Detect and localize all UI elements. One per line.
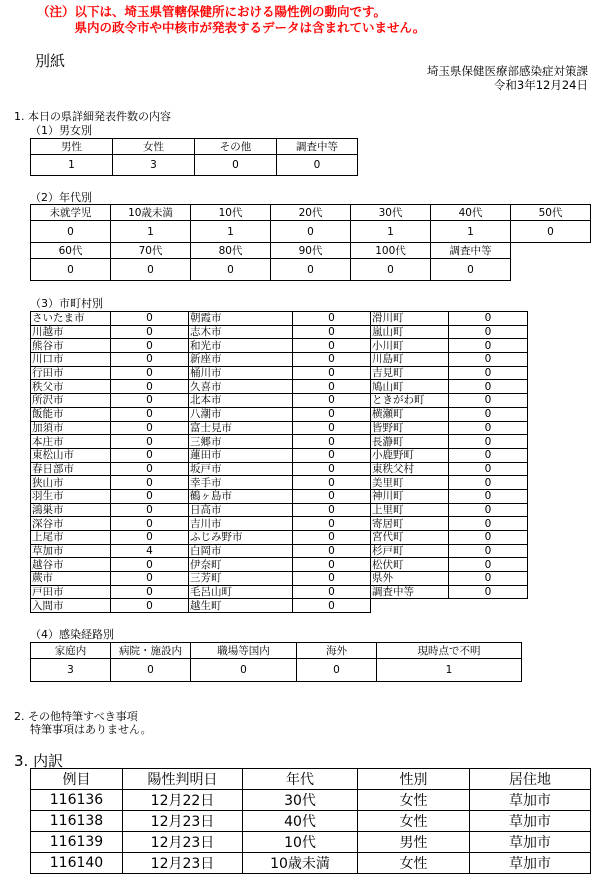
municipality-count: 0 [449,531,528,545]
value-cell: 1 [31,155,113,176]
municipality-count: 0 [449,462,528,476]
municipality-count: 0 [111,476,189,490]
header-cell: 調査中等 [431,243,511,259]
municipality-count: 0 [111,585,189,599]
municipality-name: 川島町 [371,353,449,367]
breakdown-cell: 女性 [358,790,470,811]
municipality-count: 0 [293,366,371,380]
header-cell: 20代 [271,205,351,221]
table-row [31,243,591,259]
value-cell: 0 [195,155,277,176]
municipality-count: 0 [293,380,371,394]
table-row [31,572,528,586]
header-cell: 職場等国内 [191,643,297,659]
issuer-name: 埼玉県保健医療部感染症対策課 [427,64,588,78]
municipality-count: 0 [111,325,189,339]
table-row [31,448,528,462]
municipality-count: 0 [293,448,371,462]
value-cell: 1 [431,221,511,243]
municipality-name: 羽生市 [31,489,111,503]
breakdown-cell: 12月23日 [123,811,243,832]
municipality-name: 美里町 [371,476,449,490]
header-cell: 年代 [243,769,358,790]
breakdown-table [30,768,591,874]
municipality-name: 志木市 [189,325,293,339]
municipality-name: 春日部市 [31,462,111,476]
municipality-name: 東秩父村 [371,462,449,476]
table-row [31,155,358,176]
breakdown-cell: 草加市 [470,811,591,832]
municipality-count: 0 [449,339,528,353]
header-cell: 未就学児 [31,205,111,221]
municipality-name: 日高市 [189,503,293,517]
municipality-name: 飯能市 [31,407,111,421]
age-table [30,204,591,281]
municipality-count: 0 [111,421,189,435]
municipality-count: 0 [293,544,371,558]
breakdown-cell: 12月22日 [123,790,243,811]
municipality-count: 0 [293,558,371,572]
header-cell: 調査中等 [277,139,358,155]
municipality-name: ふじみ野市 [189,531,293,545]
municipality-name: 吉川市 [189,517,293,531]
table-row [31,325,528,339]
municipality-name: 和光市 [189,339,293,353]
municipality-name: 嵐山町 [371,325,449,339]
document-title: 別紙 [35,52,66,70]
table-row [31,853,591,874]
table-row [31,811,591,832]
municipality-name: 加須市 [31,421,111,435]
value-cell: 0 [511,221,591,243]
table-row [31,489,528,503]
value-cell: 1 [351,221,431,243]
municipality-count: 0 [293,462,371,476]
header-cell: 10代 [191,205,271,221]
municipality-count: 0 [449,572,528,586]
municipality-count: 0 [111,503,189,517]
municipality-name: 東松山市 [31,448,111,462]
value-cell: 1 [191,221,271,243]
municipality-count: 0 [449,312,528,326]
breakdown-cell: 草加市 [470,832,591,853]
municipality-name: 蕨市 [31,572,111,586]
municipality-name: 秩父市 [31,380,111,394]
header-cell: 90代 [271,243,351,259]
value-cell: 0 [111,259,191,281]
municipality-name: 調査中等 [371,585,449,599]
municipality-name: 松伏町 [371,558,449,572]
municipality-count: 0 [449,517,528,531]
municipality-count: 0 [449,366,528,380]
municipality-count: 0 [449,489,528,503]
breakdown-cell: 116139 [31,832,123,853]
empty-cell [371,599,449,613]
municipality-count: 0 [449,421,528,435]
municipality-count: 0 [449,503,528,517]
header-cell: 現時点で不明 [377,643,522,659]
notice-line-1: （注）以下は、埼玉県管轄保健所における陽性例の動向です。 [37,4,387,19]
header-cell: 性別 [358,769,470,790]
municipality-name: 宮代町 [371,531,449,545]
breakdown-cell: 草加市 [470,853,591,874]
municipality-name: ときがわ町 [371,394,449,408]
header-cell: 居住地 [470,769,591,790]
municipality-name: 坂戸市 [189,462,293,476]
municipality-count: 0 [293,353,371,367]
municipality-count: 0 [111,558,189,572]
municipality-name: 行田市 [31,366,111,380]
municipality-name: 入間市 [31,599,111,613]
municipality-name: 狭山市 [31,476,111,490]
breakdown-cell: 40代 [243,811,358,832]
municipality-name: 小鹿野町 [371,448,449,462]
municipality-count: 0 [111,435,189,449]
breakdown-cell: 116138 [31,811,123,832]
breakdown-cell: 男性 [358,832,470,853]
value-cell: 0 [271,221,351,243]
municipality-count: 0 [449,380,528,394]
municipality-count: 0 [111,407,189,421]
table-row [31,312,528,326]
table-row [31,221,591,243]
municipality-name: 滑川町 [371,312,449,326]
notice-line-2: 県内の政令市や中核市が発表するデータは含まれていません。 [37,20,426,35]
municipality-name: 杉戸町 [371,544,449,558]
value-cell: 3 [113,155,195,176]
municipality-count: 0 [111,394,189,408]
municipality-name: 越谷市 [31,558,111,572]
municipality-name: 寄居町 [371,517,449,531]
municipality-count: 0 [293,407,371,421]
municipality-name: 県外 [371,572,449,586]
municipality-count: 0 [111,489,189,503]
municipality-name: 神川町 [371,489,449,503]
municipality-count: 0 [111,599,189,613]
municipality-count: 0 [293,517,371,531]
municipality-name: 蓮田市 [189,448,293,462]
municipality-name: 横瀬町 [371,407,449,421]
municipality-count: 0 [293,531,371,545]
municipality-count: 0 [111,380,189,394]
municipality-count: 0 [111,448,189,462]
issuer-block [427,64,588,92]
breakdown-cell: 12月23日 [123,853,243,874]
municipality-count: 0 [293,339,371,353]
municipality-name: 所沢市 [31,394,111,408]
header-cell: 病院・施設内 [111,643,191,659]
municipality-count: 0 [449,448,528,462]
municipality-count: 0 [111,572,189,586]
header-cell: 家庭内 [31,643,111,659]
municipality-name: 川越市 [31,325,111,339]
municipality-count: 0 [293,503,371,517]
sex-table [30,138,358,176]
table-row [31,435,528,449]
table-row [31,832,591,853]
municipality-count: 0 [449,394,528,408]
header-cell: 海外 [297,643,377,659]
value-cell: 0 [31,221,111,243]
municipality-count: 0 [293,421,371,435]
table-row [31,205,591,221]
header-cell: 70代 [111,243,191,259]
municipality-count: 0 [293,572,371,586]
municipality-count: 0 [449,353,528,367]
municipality-name: 三郷市 [189,435,293,449]
table-row [31,394,528,408]
header-cell: 60代 [31,243,111,259]
municipality-count: 0 [111,462,189,476]
header-cell: 女性 [113,139,195,155]
table-row [31,769,591,790]
municipality-count: 0 [111,531,189,545]
table-row [31,380,528,394]
value-cell: 0 [31,259,111,281]
municipality-count: 0 [293,476,371,490]
table-row [31,585,528,599]
municipality-name: 八潮市 [189,407,293,421]
header-cell: 40代 [431,205,511,221]
municipality-name: 川口市 [31,353,111,367]
value-cell: 1 [377,659,522,682]
municipality-name: 新座市 [189,353,293,367]
value-cell: 0 [111,659,191,682]
table-row [31,259,591,281]
municipality-name: 富士見市 [189,421,293,435]
municipality-count: 0 [449,407,528,421]
table-row [31,353,528,367]
municipality-count: 0 [449,558,528,572]
municipality-count: 0 [449,325,528,339]
breakdown-cell: 10歳未満 [243,853,358,874]
municipality-table [30,311,528,613]
municipality-name: 鴻巣市 [31,503,111,517]
municipality-name: 本庄市 [31,435,111,449]
value-cell: 0 [431,259,511,281]
municipality-name: 三芳町 [189,572,293,586]
table-row [31,659,522,682]
municipality-count: 0 [111,353,189,367]
value-cell: 0 [277,155,358,176]
issue-date: 令和3年12月24日 [493,78,588,92]
table-row [31,139,358,155]
value-cell: 0 [191,259,271,281]
municipality-name: 毛呂山町 [189,585,293,599]
municipality-name: 長瀞町 [371,435,449,449]
municipality-name: 草加市 [31,544,111,558]
empty-cell [511,243,591,259]
municipality-count: 0 [293,394,371,408]
breakdown-cell: 116140 [31,853,123,874]
municipality-count: 0 [293,585,371,599]
value-cell: 1 [111,221,191,243]
municipality-name: 吉見町 [371,366,449,380]
header-cell: 50代 [511,205,591,221]
municipality-name: 戸田市 [31,585,111,599]
municipality-name: さいたま市 [31,312,111,326]
value-cell: 0 [351,259,431,281]
value-cell: 0 [191,659,297,682]
table-row [31,790,591,811]
breakdown-cell: 草加市 [470,790,591,811]
municipality-count: 0 [111,339,189,353]
value-cell: 3 [31,659,111,682]
municipality-table-label: （3）市町村別 [30,297,103,310]
section-1-heading: 1. 本日の県詳細発表件数の内容 [14,110,171,123]
value-cell: 0 [271,259,351,281]
municipality-name: 小川町 [371,339,449,353]
breakdown-cell: 116136 [31,790,123,811]
municipality-count: 0 [293,489,371,503]
sex-table-label: （1）男女別 [30,124,92,137]
municipality-count: 0 [293,312,371,326]
municipality-count: 0 [111,312,189,326]
municipality-name: 朝霞市 [189,312,293,326]
age-table-label: （2）年代別 [30,191,92,204]
empty-cell [511,259,591,281]
header-cell: 80代 [191,243,271,259]
municipality-count: 0 [111,366,189,380]
municipality-name: 白岡市 [189,544,293,558]
breakdown-cell: 女性 [358,853,470,874]
table-row [31,476,528,490]
header-cell: 例目 [31,769,123,790]
header-cell: その他 [195,139,277,155]
municipality-count: 4 [111,544,189,558]
municipality-name: 越生町 [189,599,293,613]
municipality-name: 皆野町 [371,421,449,435]
table-row [31,366,528,380]
municipality-count: 0 [449,435,528,449]
table-row [31,599,528,613]
table-row [31,544,528,558]
municipality-name: 上尾市 [31,531,111,545]
municipality-name: 熊谷市 [31,339,111,353]
municipality-name: 幸手市 [189,476,293,490]
municipality-count: 0 [449,476,528,490]
table-row [31,517,528,531]
municipality-count: 0 [293,435,371,449]
breakdown-cell: 10代 [243,832,358,853]
municipality-count: 0 [449,544,528,558]
section-2-heading: 2. その他特筆すべき事項 [14,710,138,723]
table-row [31,531,528,545]
municipality-count: 0 [449,585,528,599]
route-table [30,642,522,682]
municipality-name: 伊奈町 [189,558,293,572]
municipality-count: 0 [293,325,371,339]
municipality-name: 鶴ヶ島市 [189,489,293,503]
table-row [31,558,528,572]
header-cell: 100代 [351,243,431,259]
route-table-label: （4）感染経路別 [30,628,114,641]
table-row [31,421,528,435]
notice [37,4,425,36]
municipality-count: 0 [111,517,189,531]
municipality-count: 0 [293,599,371,613]
breakdown-cell: 12月23日 [123,832,243,853]
table-row [31,407,528,421]
municipality-name: 北本市 [189,394,293,408]
header-cell: 男性 [31,139,113,155]
breakdown-cell: 女性 [358,811,470,832]
municipality-name: 上里町 [371,503,449,517]
table-row [31,503,528,517]
municipality-name: 桶川市 [189,366,293,380]
empty-cell [449,599,528,613]
header-cell: 10歳未満 [111,205,191,221]
value-cell: 0 [297,659,377,682]
municipality-name: 深谷市 [31,517,111,531]
breakdown-cell: 30代 [243,790,358,811]
header-cell: 30代 [351,205,431,221]
table-row [31,462,528,476]
table-row [31,643,522,659]
section-2-text: 特筆事項はありません。 [30,723,152,736]
municipality-name: 鳩山町 [371,380,449,394]
table-row [31,339,528,353]
header-cell: 陽性判明日 [123,769,243,790]
municipality-name: 久喜市 [189,380,293,394]
section-3-heading: 3. 内訳 [14,752,64,770]
